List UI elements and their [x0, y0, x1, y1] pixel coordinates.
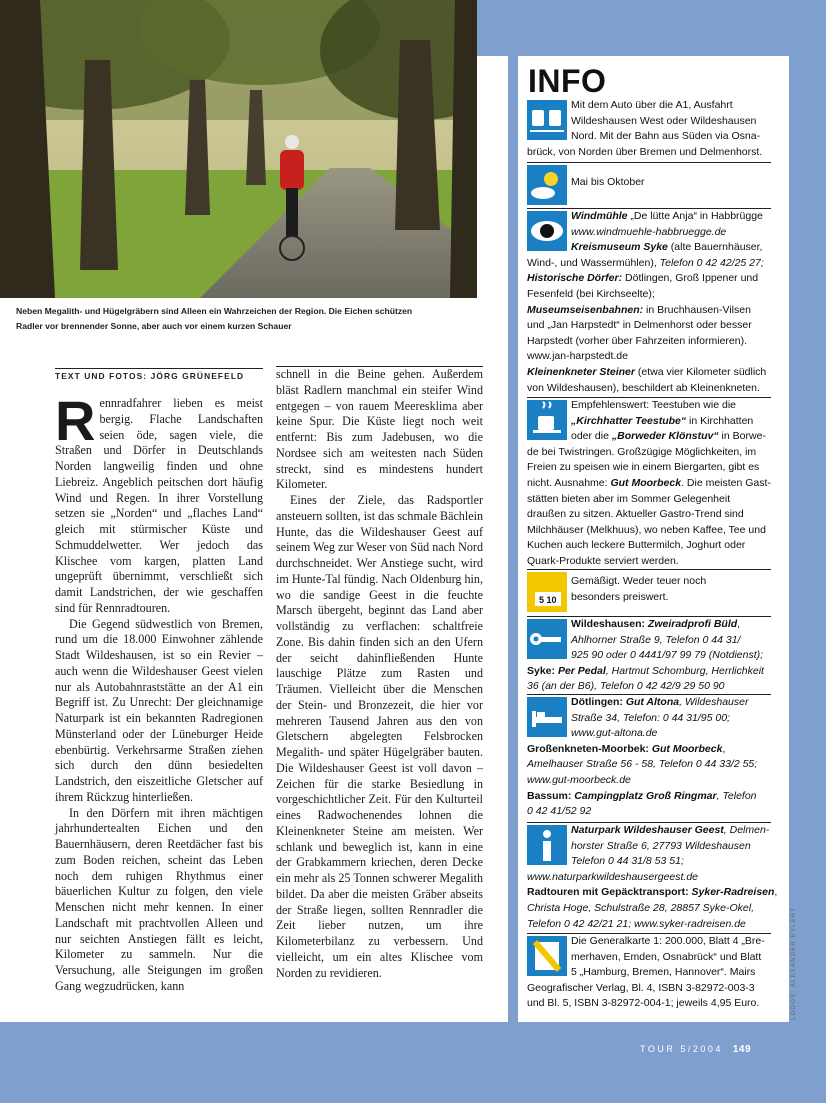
- bed-icon: [527, 697, 567, 737]
- info-line: Telefon 0 44 31/8 53 51;: [571, 855, 684, 868]
- info-box: [518, 56, 789, 1022]
- info-line: de bei Twistringen. Großzügige Möglichkeiten, im: [527, 445, 757, 458]
- info-line: und „Jan Harpstedt“ in Delmenhorst oder besser: [527, 319, 752, 332]
- info-contacts: [527, 822, 778, 932]
- dropcap: R: [55, 389, 96, 452]
- article-text: ennradfahrer lieben es meist bergig. Flache Landschaften seien öde, sagen viele, die Straßen und Dörfer in Deutschlands Norden langweilig finden und ohne Liebreiz. Angeblich peitschen dort häufig Wind und Regen. In ihrer Vorstellung setzen sie „Norden“ und „flaches Land“ gleich mit stürmischer Küste und Schmuddelwetter. Wer jedoch das Klischee vom kargen, platten Land ungeprüft übernimmt, verschließt sich damit Landstrichen, der wie geschaffen sind für Rennradtouren.: [55, 396, 263, 615]
- frame-top: [477, 0, 826, 56]
- info-line: 5 „Hamburg, Bremen, Hannover“. Mairs: [571, 966, 756, 979]
- photo-caption: [16, 304, 456, 334]
- wrench-icon: [527, 619, 567, 659]
- info-text: ,: [722, 742, 726, 755]
- map-icon: [527, 936, 567, 976]
- byline: TEXT UND FOTOS: JÖRG GRÜNEFELD: [55, 368, 263, 381]
- info-text: , Hartmut Schomburg, Herrlichkeit: [605, 664, 764, 677]
- info-heading: „Kirchhatter Teestube“: [571, 414, 687, 427]
- price-icon-label: 5 10: [539, 595, 557, 605]
- logos-credit: [791, 1008, 797, 1020]
- info-i-icon: [527, 825, 567, 865]
- info-text: ,: [774, 886, 778, 899]
- info-heading: Dötlingen:: [571, 696, 626, 708]
- info-heading: Syke:: [527, 664, 558, 677]
- article-column-2: [276, 366, 483, 981]
- info-text: nicht. Ausnahme:: [527, 476, 611, 489]
- info-heading: Syker-Radreisen: [691, 886, 775, 899]
- frame-left: [508, 56, 518, 1022]
- info-line: horster Straße 6, 27793 Wildeshausen: [571, 839, 751, 852]
- info-line: www.gut-altona.de: [571, 727, 658, 740]
- info-line: Christa Hoge, Schulstraße 28, 28857 Syke-Okel,: [527, 901, 755, 914]
- info-line: Quark-Produkte serviert werden.: [527, 554, 679, 567]
- page-number: 149: [732, 1044, 752, 1055]
- info-line: und Bl. 5, ISBN 3-82972-004-1; jeweils 4,95 Euro.: [527, 997, 760, 1010]
- info-line: Mai bis Oktober: [571, 176, 645, 188]
- info-heading: Naturpark Wildeshauser Geest: [571, 824, 724, 836]
- info-prices: [527, 569, 771, 614]
- page-footer: [640, 1044, 751, 1055]
- info-line: Nord. Mit der Bahn aus Süden via Osna-: [571, 130, 761, 143]
- info-line: 36 (an der B6), Telefon 0 42 42/9 29 50 90: [527, 680, 725, 693]
- info-heading: Gut Moorbeck: [651, 742, 723, 755]
- info-heading: Radtouren mit Gepäcktransport:: [527, 886, 692, 899]
- info-line: brück, von Norden über Bremen und Delmenhorst.: [527, 145, 763, 158]
- sun-cloud-icon: [527, 165, 567, 205]
- info-heading: Windmühle: [571, 210, 628, 222]
- caption-line: Radler vor brennender Sonne, aber auch vor einem kurzen Schauer: [16, 321, 292, 331]
- info-line: Milchhäuser (Melkhuus), wo neben Kaffee, Tee und: [527, 523, 766, 536]
- cup-icon: [527, 400, 567, 440]
- info-text: „De lütte Anja“ in Habbrügge: [627, 210, 763, 222]
- info-text: (alte Bauernhäuser,: [667, 241, 763, 254]
- info-line: Kuchen auch leckere Buttermilch, Joghurt oder: [527, 539, 746, 552]
- info-line: Empfehlenswert: Teestuben wie die: [571, 399, 736, 411]
- info-line: 0 42 41/52 92: [527, 805, 592, 818]
- info-sights: [527, 208, 771, 396]
- article-paragraph: [55, 389, 263, 617]
- caption-line: Neben Megalith- und Hügelgräbern sind Alleen ein Wahrzeichen der Region. Die Eichen schützen: [16, 306, 413, 316]
- info-heading: „Borweder Klönstuv“: [611, 430, 719, 443]
- info-food: [527, 397, 771, 570]
- info-line: Fesenfeld (bei Kirchseelte);: [527, 287, 655, 300]
- info-line: merhaven, Emden, Osnabrück“ und Blatt: [571, 950, 762, 963]
- info-heading: Gut Altona: [625, 696, 680, 708]
- info-line: www.gut-moorbeck.de: [527, 773, 631, 786]
- info-line: Wildeshausen West oder Wildeshausen: [571, 114, 757, 127]
- hero-photo: [0, 0, 477, 298]
- info-text: . Die meisten Gast-: [681, 476, 771, 489]
- info-text: in Kirchhatten: [686, 414, 754, 427]
- info-line: Freien zu speisen wie in einem Biergarten, gibt es: [527, 461, 760, 474]
- info-map: [527, 933, 771, 1012]
- info-text: (etwa vier Kilometer südlich: [634, 365, 767, 378]
- info-text: , Telefon: [716, 789, 757, 802]
- info-line: Ahlhorner Straße 9, Telefon 0 44 31/: [571, 633, 741, 646]
- info-text: , Wildeshauser: [679, 696, 749, 708]
- info-line: Straße 34, Telefon: 0 44 31/95 00;: [571, 711, 730, 724]
- info-heading: Kleinenkneter Steiner: [527, 365, 635, 378]
- info-line: www.jan-harpstedt.de: [527, 350, 628, 363]
- info-line: draußen zu sitzen. Aktueller Gastro-Trend sind: [527, 508, 744, 521]
- info-heading: Museumseisenbahnen:: [527, 303, 644, 316]
- article-paragraph: In den Dörfern mit ihren mächtigen jahrhundertealten Eichen und den Bauernhäusern, deren Reetdächer fast bis zum Boden reichen, scheint das Leben noch dem ruhigen Rhythmus einer bäuerlichen Kultur zu folgen, den viele Menschen nicht mehr kennen. In einer Landschaft mit prachtvollen Alleen und nur seichten Anstiegen fällt es leicht, Kilometer zu sammeln. Nur die Versuchung, alle Steigungen im großen Gang wegzudrücken, kann: [55, 805, 263, 993]
- info-line: Telefon 0 42 42/21 21; www.syker-radreisen.de: [527, 917, 746, 930]
- info-line: Geografischer Verlag, Bl. 4, ISBN 3-82972-003-3: [527, 981, 755, 994]
- magazine-issue: TOUR 5/2004: [640, 1044, 723, 1054]
- info-text: Telefon 0 42 42/25 27;: [659, 256, 764, 269]
- article-paragraph: Die Gegend südwestlich von Bremen, rund um die 18.000 Einwohner zählende Stadt Wildeshausen, ist so ein Revier – auch wenn die Wildeshauser Geest vielen nur als Autobahnraststätte an der A1 ein Begriff ist. Zu Unrecht: Der gleichnamige Naturpark ist ein bekannten Radregionen Münsterland oder der Lüneburger Heide ebenbürtig. Verkehrsarme Straßen ziehen sich durch den dünn besiedelten Landstrich, den eiszeitliche Gletscher auf ihrem Rückzug hinterließen.: [55, 616, 263, 804]
- info-line: Die Generalkarte 1: 200.000, Blatt 4 „Bre-: [571, 935, 765, 947]
- info-heading: Gut Moorbeck: [610, 476, 682, 489]
- info-heading: Per Pedal: [557, 664, 606, 677]
- info-link: www.naturparkwildeshausergeest.de: [527, 870, 699, 883]
- info-text: in Borwe-: [718, 430, 766, 443]
- info-heading: Zweiradprofi Büld: [647, 618, 738, 630]
- frame-bottom: [0, 1022, 826, 1103]
- eye-icon: [527, 211, 567, 251]
- info-text: Wind-, und Wassermühlen),: [527, 256, 660, 269]
- info-line: besonders preiswert.: [571, 590, 669, 603]
- info-season: [527, 162, 771, 207]
- info-travel: [527, 98, 771, 160]
- info-line: stätten bieten aber im Sommer Gelegenheit: [527, 492, 731, 505]
- info-text: ,: [737, 618, 741, 630]
- info-heading: Bassum:: [527, 789, 575, 802]
- info-lodging: [527, 694, 771, 820]
- info-heading: Großenkneten-Moorbek:: [527, 742, 652, 755]
- info-text: , Delmen-: [723, 824, 770, 836]
- train-car-icon: [527, 100, 567, 140]
- info-line: von Wildeshausen), beschildert ab Kleinenkneten.: [527, 381, 760, 394]
- info-heading: Historische Dörfer:: [527, 272, 623, 285]
- info-line: 925 90 oder 0 4441/97 99 79 (Notdienst);: [571, 649, 764, 662]
- info-line: Amelhauser Straße 56 - 58, Telefon 0 44 33/2 55;: [527, 758, 758, 771]
- info-text: in Bruchhausen-Vilsen: [643, 303, 751, 316]
- info-text: oder die: [571, 430, 612, 443]
- info-repair: [527, 616, 771, 695]
- info-text: Dötlingen, Groß Ippener und: [622, 272, 759, 285]
- info-line: Gemäßigt. Weder teuer noch: [571, 575, 707, 587]
- info-title: INFO: [528, 63, 607, 99]
- info-link: www.windmuehle-habbruegge.de: [571, 225, 727, 238]
- frame-right: [789, 0, 826, 1022]
- info-heading: Kreismuseum Syke: [571, 241, 668, 254]
- price-tag-icon: [527, 572, 567, 612]
- info-line: Mit dem Auto über die A1, Ausfahrt: [571, 99, 733, 111]
- article-column-1: [55, 389, 263, 995]
- article-paragraph: Eines der Ziele, das Radsportler ansteuern sollten, ist das schmale Bächlein Hunte, das die Wildeshauser Geest auf seinem Weg zur Weser von Süd nach Nord durchschneidet. Wer Anstiege sucht, wird im Hunte-Tal fündig. Nach Oldenburg hin, wo die sandige Geest in die feuchte Marsch übergeht, beginnt das Land aber vollständig zu verflachen: schaltfreie Zone. Bis dahin finden sich an den Ufern der seicht dahinfließenden Hunte lauschige Plätze zum Rasten und Träumen. Vielleicht über die Menschen der Stein- und Bronzezeit, die hier vor mehreren Tausend Jahren aus den von Gletschern abgelegten Felsbrocken Megalith- und später Hügelgräber bauten. Die Wildeshauser Geest ist voll davon – Zeichen für die starke Besiedlung in vorgeschichtlicher Zeit. Für den Kulturteil eines Radwochenendes lohnen die Kleinenkneter Steine am meisten. Wer schlank und beweglich ist, kann in eine der Grabkammern kriechen, deren Decke ein mehr als 25 Tonnen schwerer Megalith bildet. Da aber die meisten Gräber abseits der Straße liegen, sollten Rennradler die Zeit lieber nutzen, um ihre Kilometerbilanz zu verbessern. Und vielleicht, um ein altes Klischee vom Norden zu revidieren.: [276, 493, 483, 980]
- article-paragraph: schnell in die Beine gehen. Außerdem bläst Radlern manchmal ein steifer Wind entgegen – von rauem Meeresklima aber keine Spur. Die Küste liegt noch weit entfernt: Bis zum Jadebusen, wo die Nordsee sich am weitesten nach Süden streckt, sind es mindestens hundert Kilometer.: [276, 367, 483, 492]
- info-line: Harpstedt (vorher über Fahrzeiten informieren).: [527, 334, 748, 347]
- info-heading: Wildeshausen:: [571, 618, 648, 630]
- info-heading: Campingplatz Groß Ringmar: [574, 789, 717, 802]
